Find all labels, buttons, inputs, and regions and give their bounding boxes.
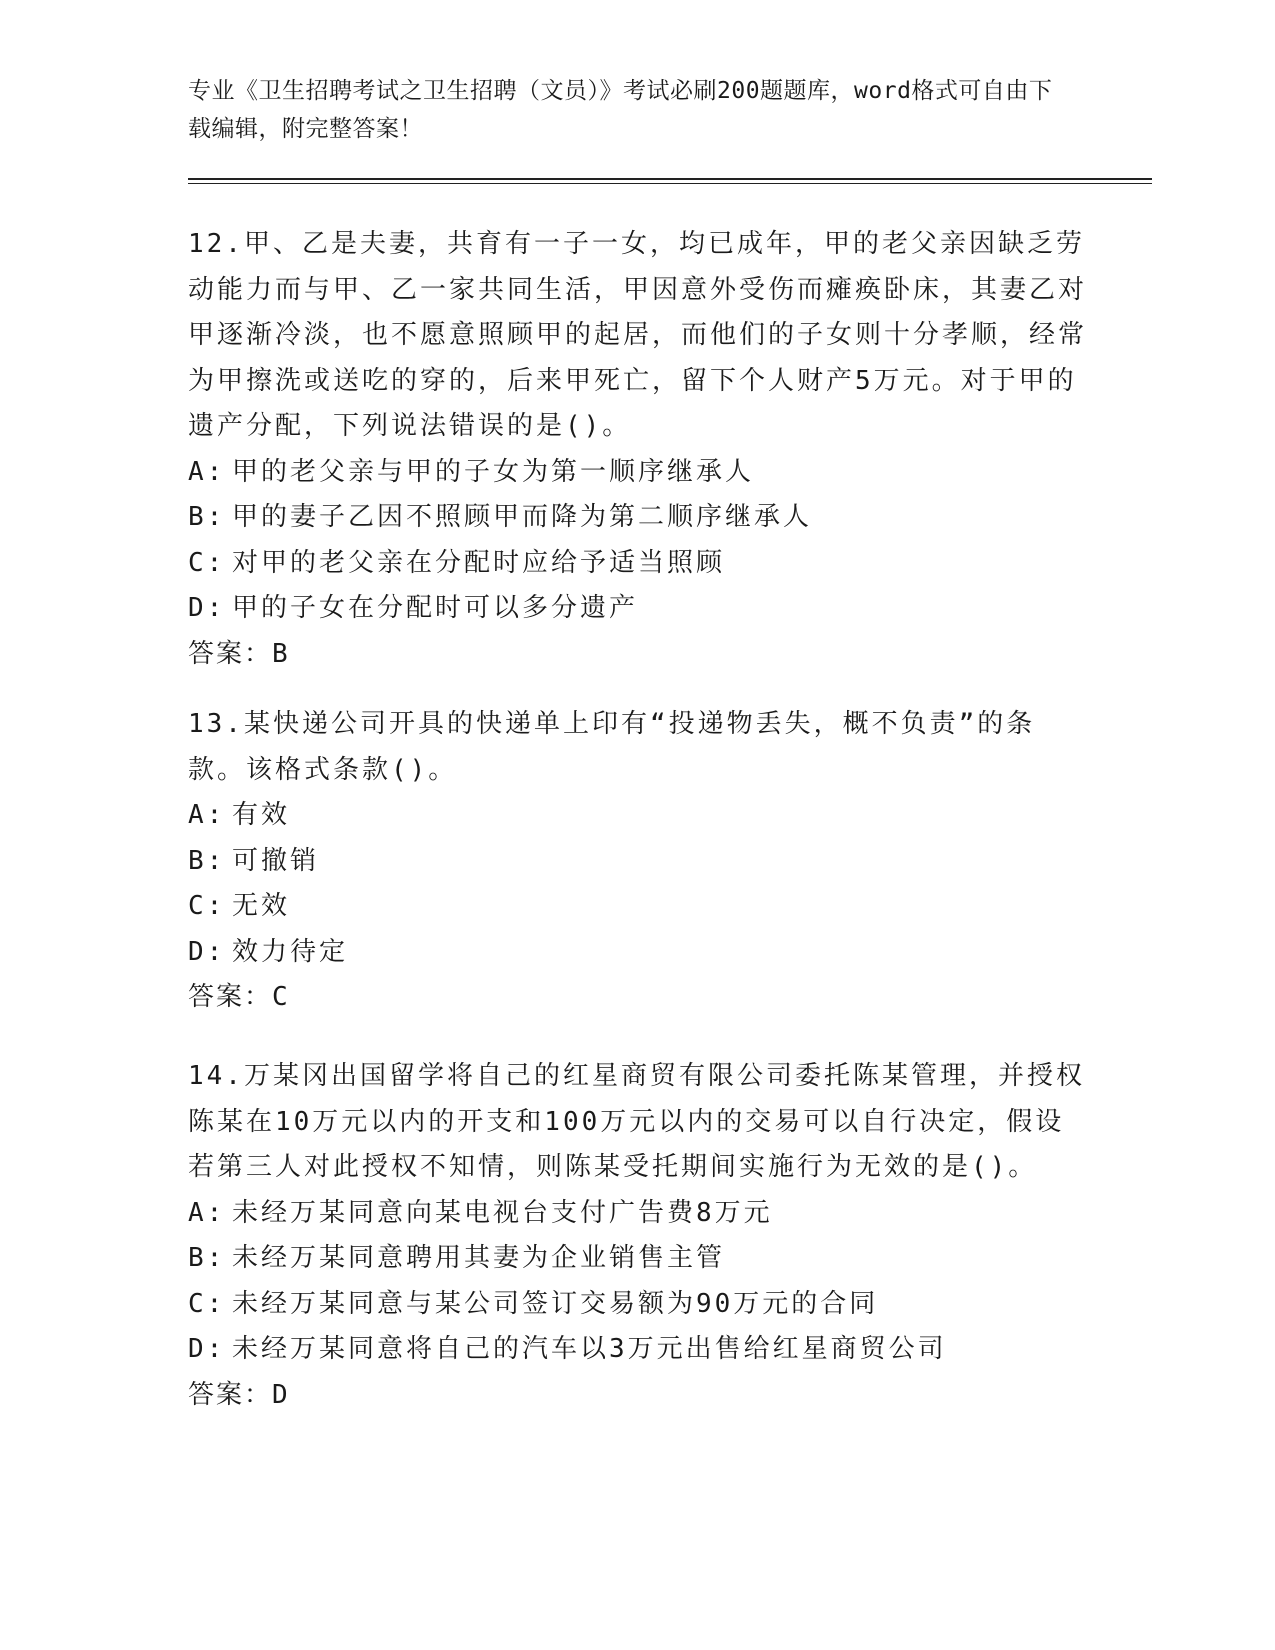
option-label: A: — [188, 1197, 226, 1228]
option-text: 对甲的老父亲在分配时应给予适当照顾 — [232, 547, 726, 578]
document-header: 专业《卫生招聘考试之卫生招聘（文员）》考试必刷200题题库，word格式可自由下载编辑，附完整答案！ — [188, 78, 1053, 142]
option-a — [188, 793, 1088, 839]
option-label: B: — [188, 1243, 226, 1273]
option-text: 未经万某同意将自己的汽车以3万元出售给红星商贸公司 — [232, 1334, 947, 1364]
option-c — [188, 1282, 1088, 1328]
option-text: 未经万某同意向某电视台支付广告费8万元 — [232, 1197, 773, 1228]
option-label: C: — [188, 891, 226, 921]
header-divider-thin — [188, 183, 1152, 184]
option-b — [188, 1236, 1088, 1282]
option-label: D: — [188, 936, 226, 967]
option-b — [188, 495, 1088, 541]
answer-line: 答案：B — [188, 638, 290, 669]
option-text: 效力待定 — [232, 936, 349, 967]
question-13 — [188, 702, 1088, 1021]
option-d — [188, 586, 1088, 632]
option-b — [188, 839, 1088, 885]
option-label: C: — [188, 1288, 226, 1319]
option-d — [188, 1327, 1088, 1373]
option-label: D: — [188, 1334, 226, 1364]
option-text: 甲的妻子乙因不照顾甲而降为第二顺序继承人 — [232, 502, 813, 532]
option-text: 未经万某同意与某公司签订交易额为90万元的合同 — [232, 1288, 879, 1319]
option-label: D: — [188, 593, 226, 623]
option-text: 可撤销 — [232, 845, 320, 876]
header-divider-thick — [188, 178, 1152, 180]
option-label: B: — [188, 502, 226, 532]
question-stem: 12.甲、乙是夫妻，共育有一子一女，均已成年，甲的老父亲因缺乏劳动能力而与甲、乙一家共同生活，甲因意外受伤而瘫痪卧床，其妻乙对甲逐渐冷淡，也不愿意照顾甲的起居，而他们的子女则十分孝顺，经常为甲擦洗或送吃的穿的，后来甲死亡，留下个人财产5万元。对于甲的遗产分配，下列说法错误的是()。 — [188, 229, 1088, 441]
option-text: 无效 — [232, 891, 291, 921]
question-stem: 14.万某冈出国留学将自己的红星商贸有限公司委托陈某管理，并授权陈某在10万元以内的开支和100万元以内的交易可以自行决定，假设若第三人对此授权不知情，则陈某受托期间实施行为无效的是()。 — [188, 1061, 1085, 1182]
question-14 — [188, 1054, 1088, 1418]
question-stem: 13.某快递公司开具的快递单上印有“投递物丢失，概不负责”的条款。该格式条款()。 — [188, 709, 1036, 785]
answer-line: 答案：C — [188, 982, 290, 1012]
option-text: 有效 — [232, 800, 291, 830]
option-label: A: — [188, 800, 226, 830]
option-label: B: — [188, 845, 226, 876]
option-label: A: — [188, 456, 226, 487]
option-text: 甲的老父亲与甲的子女为第一顺序继承人 — [232, 456, 755, 487]
option-text: 甲的子女在分配时可以多分遗产 — [232, 593, 639, 623]
option-text: 未经万某同意聘用其妻为企业销售主管 — [232, 1243, 726, 1273]
option-c — [188, 541, 1088, 587]
question-12 — [188, 222, 1088, 677]
option-d — [188, 930, 1088, 976]
answer-line: 答案：D — [188, 1379, 290, 1410]
option-a — [188, 450, 1088, 496]
option-label: C: — [188, 547, 226, 578]
option-a — [188, 1191, 1088, 1237]
option-c — [188, 884, 1088, 930]
